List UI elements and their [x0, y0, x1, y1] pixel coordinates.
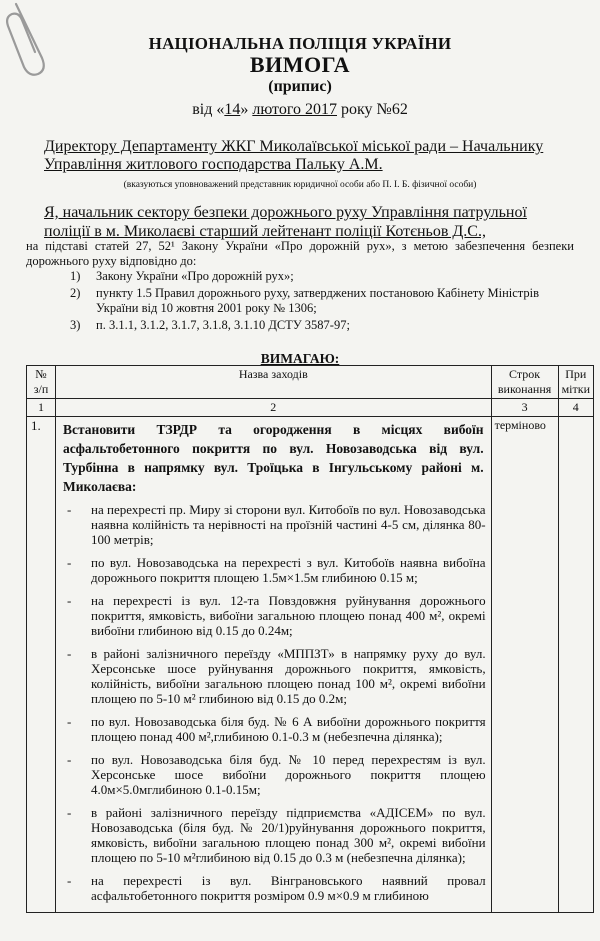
- date-month: лютого 2017: [252, 101, 337, 118]
- column-number: 4: [558, 399, 593, 417]
- row-number: 1.: [27, 417, 56, 913]
- column-number: 3: [491, 399, 558, 417]
- column-number: 2: [56, 399, 492, 417]
- list-item: - в районі залізничного переїзду підприємства «АДІСЕМ» по вул. Новозаводська (біля буд. № 20/1)руйнування дорожнього покриття, ямковість, вибоїни загальною площею понад 300 м², окремі вибоїни площею по 5-10 м²глибиною від 0.15 до 0.3 м (небезпечна ділянка);: [67, 805, 486, 865]
- list-item: - на перехресті із вул. Вінграновського наявний провал асфальтобетонного покриття розміром 0.9 м×0.9 м глибиною: [67, 873, 486, 903]
- issuer: Я, начальник сектору безпеки дорожнього руху Управління патрульної поліції в м. Миколаєві старший лейтенант поліції Котєньов Д.С.,: [44, 204, 527, 240]
- basis-item: 2) пункту 1.5 Правил дорожнього руху, затверджених постановою Кабінету Міністрів України від 10 жовтня 2001 року № 1306;: [70, 286, 540, 315]
- legal-basis: на підставі статей 27, 52¹ Закону України «Про дорожній рух», з метою забезпечення безпеки дорожнього руху відповідно до:: [26, 239, 574, 268]
- column-number-row: [27, 399, 594, 417]
- document-title: ВИМОГА: [249, 52, 351, 77]
- legal-basis-list: [70, 269, 575, 335]
- basis-item: 1) Закону України «Про дорожній рух»;: [70, 269, 294, 283]
- row-content: [56, 417, 492, 913]
- list-item: - в районі залізничного переїзду «МППЗТ» в напрямку руху до вул. Херсонське шосе руйнування дорожнього покриття, ямковість, колійність, вибоїни загальною площею понад 100 м², окремі вибоїни площею по 5-10 м² глибиною від 0.15 до 0.2м;: [67, 646, 486, 706]
- measures-table: [26, 365, 594, 913]
- column-header-deadline: Строк виконання: [491, 366, 558, 399]
- measure-title: Встановити ТЗРДР та огородження в місцях вибоїн асфальтобетонного покриття по вул. Новозаводська від вул. Турбінна в напрямку вул. Троїцька в Інгульському районі м. Миколаєва:: [63, 422, 484, 494]
- column-header-num: № з/п: [27, 366, 56, 399]
- column-header-name: Назва заходів: [56, 366, 492, 399]
- table-header-row: [27, 366, 594, 399]
- document-subtitle: (припис): [268, 78, 332, 95]
- demand-heading: ВИМАГАЮ:: [260, 351, 340, 366]
- list-item: - по вул. Новозаводська на перехресті з вул. Китобоїв наявна вибоїна дорожнього покриття площею 1.5м×1.5м глибиною 0.15 м;: [67, 555, 486, 585]
- column-number: 1: [27, 399, 56, 417]
- addressee: Директору Департаменту ЖКГ Миколаївської міської ради – Начальнику Управління житлового господарства Пальку А.М.: [44, 138, 544, 173]
- column-header-notes: При мітки: [558, 366, 593, 399]
- list-item: - на перехресті пр. Миру зі сторони вул. Китобоїв по вул. Новозаводська наявна колійність та нерівності на проїзній частині 4-5 см, ділянка 80-100 метрів;: [67, 502, 486, 547]
- table-row: [27, 417, 594, 913]
- organization-name: НАЦІОНАЛЬНА ПОЛІЦІЯ УКРАЇНИ: [148, 34, 452, 53]
- list-item: - по вул. Новозаводська біля буд. № 10 перед перехрестям із вул. Херсонське шосе вибоїни дорожнього покриття площею 4.0м×5.0мглибиною 0.1-0.15м;: [67, 752, 486, 797]
- list-item: - по вул. Новозаводська біля буд. № 6 А вибоїни дорожнього покриття площею понад 400 м²,глибиною 0.1-0.3 м (небезпечна ділянка);: [67, 714, 486, 744]
- basis-item: 3) п. 3.1.1, 3.1.2, 3.1.7, 3.1.8, 3.1.10 ДСТУ 3587-97;: [70, 318, 350, 332]
- row-deadline: терміново: [491, 417, 558, 913]
- row-notes: [558, 417, 593, 913]
- date-day: 14: [224, 101, 241, 118]
- document-date-line: від «14» лютого 2017 року №62: [192, 101, 408, 118]
- list-item: - на перехресті із вул. 12-та Повздовжня руйнування дорожнього покриття, ямковість, вибоїни загальною площею понад 400 м², окремі вибоїни глибиною від 0.15 до 0.24м;: [67, 593, 486, 638]
- measure-locations: [59, 502, 488, 903]
- addressee-note: (вказуються уповноважений представник юридичної особи або П. І. Б. фізичної особи): [123, 180, 477, 190]
